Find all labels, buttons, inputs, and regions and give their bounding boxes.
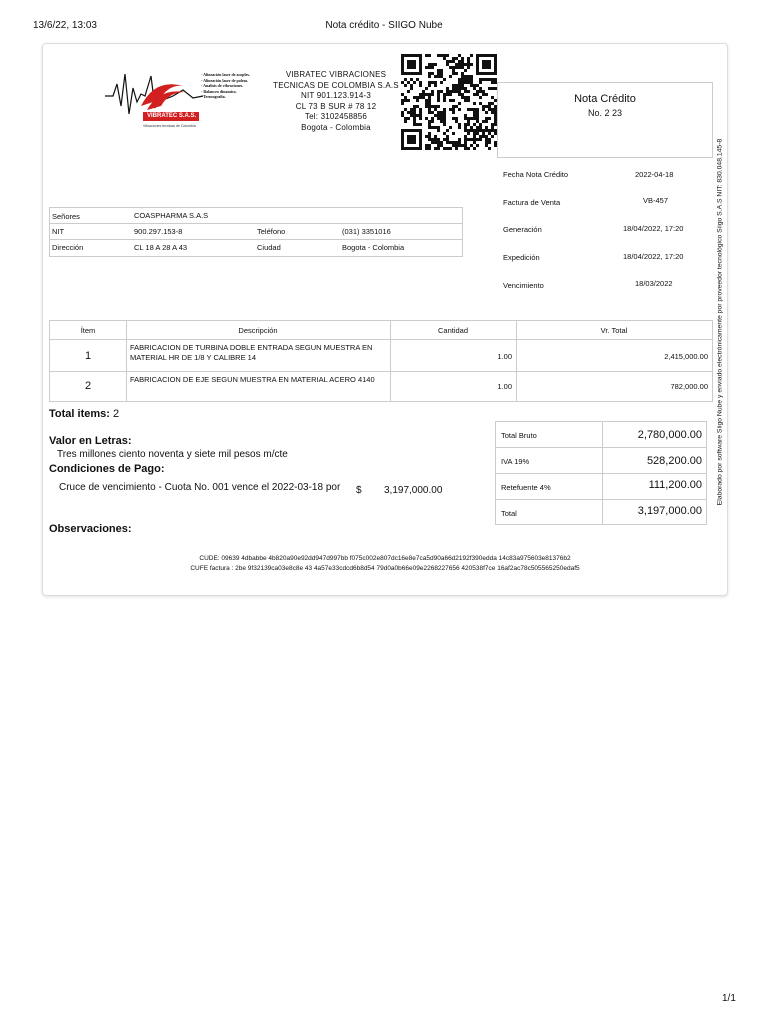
company-name: VIBRATEC VIBRACIONES xyxy=(285,70,387,79)
client-nit: 900.297.153-8 xyxy=(134,227,183,236)
doc-type-box xyxy=(497,82,713,158)
totals-value-3: 111,200.00 xyxy=(648,479,702,491)
row-1-item: 1 xyxy=(84,350,92,362)
company-name-2: TECNICAS DE COLOMBIA S.A.S xyxy=(273,80,399,90)
total-items: Total items: 2 xyxy=(49,408,120,420)
client-telefono: (031) 3351016 xyxy=(342,227,391,236)
condiciones-amount: 3,197,000.00 xyxy=(384,485,443,496)
company-info xyxy=(273,70,399,133)
company-nit: NIT 901.123.914-3 xyxy=(301,91,371,100)
doc-type: Nota Crédito xyxy=(574,93,636,105)
side-legal-text: Elaborado por software Siigo Nube y enviado electrónicamente por proveedor tecnológico Siigo S.A.S NIT: 830.048.145-8 xyxy=(716,138,724,506)
client-senores: COASPHARMA S.A.S xyxy=(134,211,209,220)
date-label-3: Generación xyxy=(503,225,542,234)
client-ciudad-label: Ciudad xyxy=(257,243,281,252)
client-senores-label: Señores xyxy=(52,212,80,221)
cufe-code: CUFE factura : 2be 9f32139ca03e8c8e 43 4a57e33cdcd6b8d54 79d0a0b66e09e2268227656 420538f7ce 16af2ac78c505565250edaf5 xyxy=(190,565,580,572)
client-telefono-label: Teléfono xyxy=(257,227,286,236)
header-cantidad: Cantidad xyxy=(437,326,469,335)
company-phone: Tel: 3102458856 xyxy=(304,112,368,121)
valor-letras-label: Valor en Letras: xyxy=(49,435,132,447)
client-direccion-label: Dirección xyxy=(52,243,84,252)
valor-letras: Tres millones ciento noventa y siete mil pesos m/cte xyxy=(57,449,288,460)
header-descripcion: Descripción xyxy=(238,326,278,335)
condiciones-label: Condiciones de Pago: xyxy=(49,463,165,475)
side-text-container xyxy=(713,112,727,532)
date-value-4: 18/04/2022, 17:20 xyxy=(623,252,684,261)
company-city: Bogota - Colombia xyxy=(301,122,371,132)
date-label-4: Expedición xyxy=(503,253,540,262)
totals-table xyxy=(495,421,707,525)
row-1-desc: FABRICACION DE TURBINA DOBLE ENTRADA SEGUN MUESTRA EN MATERIAL HR DE 1/8 Y CALIBRE 14 xyxy=(130,343,373,362)
date-label-5: Vencimiento xyxy=(503,281,544,290)
totals-label-2: IVA 19% xyxy=(501,457,530,466)
row-2-desc: FABRICACION DE EJE SEGUN MUESTRA EN MATERIAL ACERO 4140 xyxy=(130,375,375,384)
date-value-5: 18/03/2022 xyxy=(635,279,673,288)
print-datetime: 13/6/22, 13:03 xyxy=(33,20,97,31)
company-address: CL 73 B SUR # 78 12 xyxy=(295,101,377,111)
header-item: Ítem xyxy=(80,326,96,335)
row-2-qty: 1.00 xyxy=(497,382,512,391)
row-1-total: 2,415,000.00 xyxy=(664,352,708,361)
totals-value-4: 3,197,000.00 xyxy=(637,505,702,517)
date-label-2: Factura de Venta xyxy=(503,198,561,207)
qr-code-icon xyxy=(401,54,497,150)
row-2-total: 782,000.00 xyxy=(670,382,708,391)
logo-tagline: Vibraciones tecnicas de Colombia xyxy=(143,124,196,128)
date-value-3: 18/04/2022, 17:20 xyxy=(623,224,684,233)
totals-value-2: 528,200.00 xyxy=(646,455,702,467)
row-2-item: 2 xyxy=(84,380,92,392)
date-value-2: VB-457 xyxy=(643,196,669,205)
totals-value-1: 2,780,000.00 xyxy=(637,429,702,441)
date-value-1: 2022-04-18 xyxy=(635,170,674,179)
totals-label-1: Total Bruto xyxy=(501,431,537,440)
items-table xyxy=(49,320,713,402)
header-total: Vr. Total xyxy=(600,326,628,335)
qr-code xyxy=(401,54,497,150)
totals-label-3: Retefuente 4% xyxy=(501,483,551,492)
date-label-1: Fecha Nota Crédito xyxy=(503,170,569,179)
client-ciudad: Bogota - Colombia xyxy=(342,243,405,252)
cude-code: CUDE: 09639 4dbabbe 4b820a90e92dd947d997bb f075c002e807dc16e8e7ca5d90a66d2192f390edda 14c83a975603e81376b2 xyxy=(199,555,571,562)
page-counter: 1/1 xyxy=(722,993,736,1004)
condiciones-text: Cruce de vencimiento - Cuota No. 001 vence el 2022-03-18 por xyxy=(59,482,341,493)
row-1-qty: 1.00 xyxy=(497,352,512,361)
doc-number: No. 2 23 xyxy=(587,108,623,118)
client-direccion: CL 18 A 28 A 43 xyxy=(134,243,188,252)
credit-note-card xyxy=(42,43,728,596)
client-nit-label: NIT xyxy=(52,227,65,236)
logo-services: - Alineación laser de acoples. - Alineación laser de poleas. - Analisis de vibraciones. - Balanceo dinamico. - Termografia. xyxy=(201,72,250,100)
client-table xyxy=(49,207,463,257)
dates-block xyxy=(497,162,711,300)
company-logo xyxy=(103,66,273,136)
logo-name: VIBRATEC S.A.S. xyxy=(147,113,197,119)
totals-label-4: Total xyxy=(501,509,517,518)
print-title: Nota crédito - SIIGO Nube xyxy=(325,20,443,31)
observaciones-label: Observaciones: xyxy=(49,523,132,535)
condiciones-currency: $ xyxy=(356,485,362,496)
